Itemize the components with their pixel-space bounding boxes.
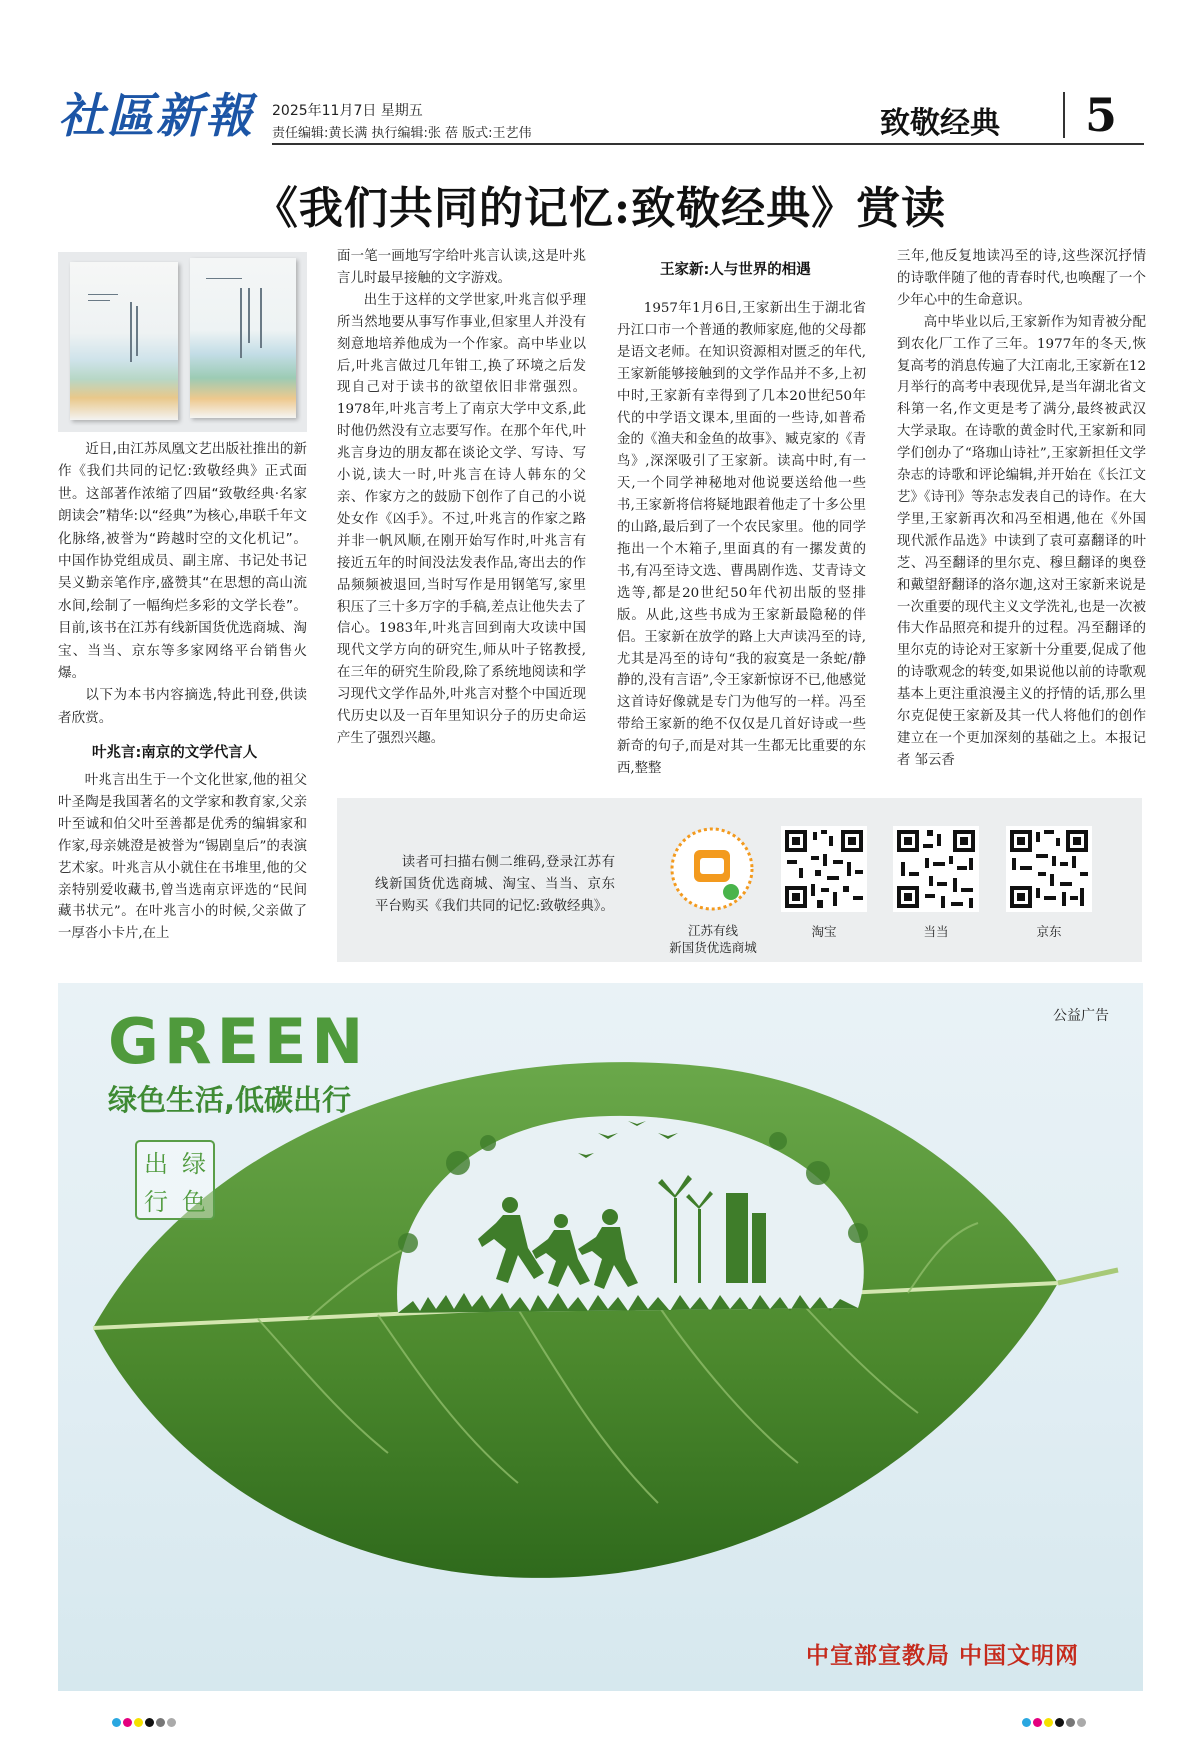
book-cover-front — [70, 262, 178, 420]
qr-caption-mall: 江苏有线 新国货优选商城 — [669, 923, 757, 955]
section1-text — [58, 770, 307, 945]
stamp-char: 色 — [182, 1187, 206, 1216]
body-paragraph: 面一笔一画地写字给叶兆言认读,这是叶兆言儿时最早接触的文字游戏。 — [337, 249, 586, 286]
body-paragraph: 叶兆言出生于一个文化世家,他的祖父叶圣陶是我国著名的文学家和教育家,父亲叶至诚和伯父叶至善都是优秀的编辑家和作家,母亲姚澄是被誉为“锡剧皇后”的表演艺术家。叶兆言从小就住在书堆里,他的父亲特别爱收藏书,曾当选南京评选的“民间藏书状元”。在叶兆言小的时候,父亲做了一厚沓小卡片,在上 — [58, 773, 307, 942]
editor-credits: 责任编辑:黄长满 执行编辑:张 蓓 版式:王艺伟 — [272, 126, 532, 141]
taobao-qr-code[interactable] — [781, 826, 867, 912]
promo-text — [375, 852, 615, 918]
newspaper-logo: 社區新報 — [58, 89, 254, 144]
qr-caption-taobao: 淘宝 — [811, 924, 837, 939]
promo-paragraph: 读者可扫描右侧二维码,登录江苏有线新国货优选商城、淘宝、当当、京东平台购买《我们共同的记忆:致敬经典》。 — [375, 855, 615, 914]
dangdang-qr-code[interactable] — [893, 826, 979, 912]
body-paragraph: 出生于这样的文学世家,叶兆言似乎理所当然地要从事写作事业,但家里人并没有刻意地培养他成为一个作家。高中毕业以后,叶兆言做过几年钳工,换了环境之后发现自己对于读书的欲望依旧非常强烈。1978年,叶兆言考上了南京大学中文系,此时他仍然没有立志要写作。在那个年代,叶兆言身边的朋友都在谈论文学、写诗、写小说,读大一时,叶兆言在诗人韩东的父亲、作家方之的鼓励下创作了自己的小说处女作《凶手》。不过,叶兆言的作家之路并非一帆风顺,在刚开始写作时,叶兆言有接近五年的时间没法发表作品,寄出去的作品频频被退回,当时写作是用钢笔写,家里积压了三十多万字的手稿,差点让他失去了信心。1983年,叶兆言回到南大攻读中国现代文学方向的研究生,师从叶子铭教授,在三年的研究生阶段,除了系统地阅读和学习现代文学作品外,叶兆言对整个中国近现代历史以及一百年里知识分子的历史命运产生了强烈兴趣。 — [337, 292, 586, 746]
qr-caption-jd: 京东 — [1036, 924, 1062, 939]
header-divider — [1063, 92, 1065, 138]
issue-date: 2025年11月7日 星期五 — [272, 103, 423, 119]
registration-marks-right — [1022, 1718, 1086, 1727]
registration-dot — [1077, 1718, 1086, 1727]
intro-paragraph: 近日,由江苏凤凰文艺出版社推出的新作《我们共同的记忆:致敬经典》正式面世。这部著作浓缩了四届“致敬经典·名家朗读会”精华:以“经典”为核心,串联千年文化脉络,被誉为“跨越时空的文化机记”。中国作协党组成员、副主席、书记处书记吴义勤亲笔作序,盛赞其“在思想的高山流水间,绘制了一幅绚烂多彩的文学长卷”。目前,该书在江苏有线新国货优选商城、淘宝、当当、京东等多家网络平台销售火爆。 — [58, 441, 308, 682]
page-number: 5 — [1085, 88, 1118, 142]
ad-sponsors: 中宣部宣教局 中国文明网 — [806, 1642, 1080, 1669]
registration-dot — [1055, 1718, 1064, 1727]
header-rule — [272, 143, 1144, 145]
column-3-text — [617, 298, 866, 780]
ad-headline: GREEN — [108, 1005, 369, 1078]
intro-paragraph: 以下为本书内容摘选,特此刊登,供读者欣赏。 — [58, 687, 307, 726]
body-paragraph: 1957年1月6日,王家新出生于湖北省丹江口市一个普通的教师家庭,他的父母都是语文老师。在知识资源相对匮乏的年代,王家新能够接触到的文学作品并不多,上初中时,王家新有幸得到了几本20世纪50年代的中学语文课本,里面的一些诗,如普希金的《渔夫和金鱼的故事》、臧克家的《青鸟》,深深吸引了王家新。读高中时,有一天,一个同学神秘地对他说要送给他一些书,王家新将信将疑地跟着他走了十多公里的山路,最后到了一个农民家里。他的同学拖出一个木箱子,里面真的有一摞发黄的书,有冯至诗文选、曹禺剧作选、艾青诗文选等,都是20世纪50年代初出版的竖排版。从此,这些书成为王家新最隐秘的伴侣。王家新在放学的路上大声读冯至的诗,尤其是冯至的诗句“我的寂寞是一条蛇/静静的,没有言语”,令王家新惊讶不已,他感觉这首诗好像就是专门为他写的一样。冯至带给王家新的绝不仅仅是几首好诗或一些新奇的句子,而是对其一生都无比重要的东西,整整 — [617, 301, 866, 777]
registration-dot — [1033, 1718, 1042, 1727]
public-service-ad-label: 公益广告 — [1053, 1008, 1109, 1024]
registration-marks-left — [112, 1718, 176, 1727]
green-travel-stamp — [135, 1140, 215, 1220]
body-paragraph: 三年,他反复地读冯至的诗,这些深沉抒情的诗歌伴随了他的青春时代,也唤醒了一个少年心中的生命意识。 — [897, 249, 1146, 308]
article-title: 《我们共同的记忆:致敬经典》赏读 — [253, 183, 947, 234]
section-title: 致敬经典 — [880, 106, 1000, 141]
subheading-ye-zhaoyan: 叶兆言:南京的文学代言人 — [92, 745, 258, 761]
subheading-wang-jiaxin: 王家新:人与世界的相遇 — [660, 262, 811, 278]
registration-dot — [1066, 1718, 1075, 1727]
column-2-text — [337, 246, 586, 750]
byline: 本报记者 邹云香 — [897, 730, 1146, 768]
column-4-text — [897, 246, 1146, 772]
registration-dot — [134, 1718, 143, 1727]
qr-caption-dangdang: 当当 — [923, 924, 949, 939]
registration-dot — [167, 1718, 176, 1727]
registration-dot — [156, 1718, 165, 1727]
jiangsu-cable-mall-logo[interactable] — [669, 826, 755, 912]
registration-dot — [1044, 1718, 1053, 1727]
stamp-char: 行 — [144, 1187, 168, 1216]
stamp-char: 出 — [144, 1149, 168, 1178]
jd-qr-code[interactable] — [1006, 826, 1092, 912]
book-cover-back — [190, 258, 296, 418]
registration-dot — [123, 1718, 132, 1727]
intro-text — [58, 438, 307, 729]
ad-slogan: 绿色生活,低碳出行 — [108, 1083, 352, 1117]
registration-dot — [145, 1718, 154, 1727]
registration-dot — [112, 1718, 121, 1727]
registration-dot — [1022, 1718, 1031, 1727]
stamp-char: 绿 — [182, 1149, 206, 1178]
body-paragraph: 高中毕业以后,王家新作为知青被分配到农化厂工作了三年。1977年的冬天,恢复高考的消息传遍了大江南北,王家新在12月举行的高考中表现优异,是当年湖北省文科第一名,作文更是考了满分,最终被武汉大学录取。在诗歌的黄金时代,王家新和同学们创办了“珞珈山诗社”,王家新担任文学杂志的诗歌和评论编辑,并开始在《长江文艺》《诗刊》等杂志发表自己的诗作。在大学里,王家新再次和冯至相遇,他在《外国现代派作品选》中读到了袁可嘉翻译的叶芝、冯至翻译的里尔克、穆旦翻译的奥登和戴望舒翻译的洛尔迦,这对王家新来说是一次重要的现代主义文学洗礼,也是一次被伟大作品照亮和提升的过程。冯至翻译的里尔克的诗论对王家新十分重要,促成了他的诗歌观念的转变,如果说他以前的诗歌观基本上更注重浪漫主义的抒情的话,那么里尔克促使王家新及其一代人将他们的创作建立在一个更加深刻的基础之上。本报记者 邹云香 — [897, 314, 1146, 768]
